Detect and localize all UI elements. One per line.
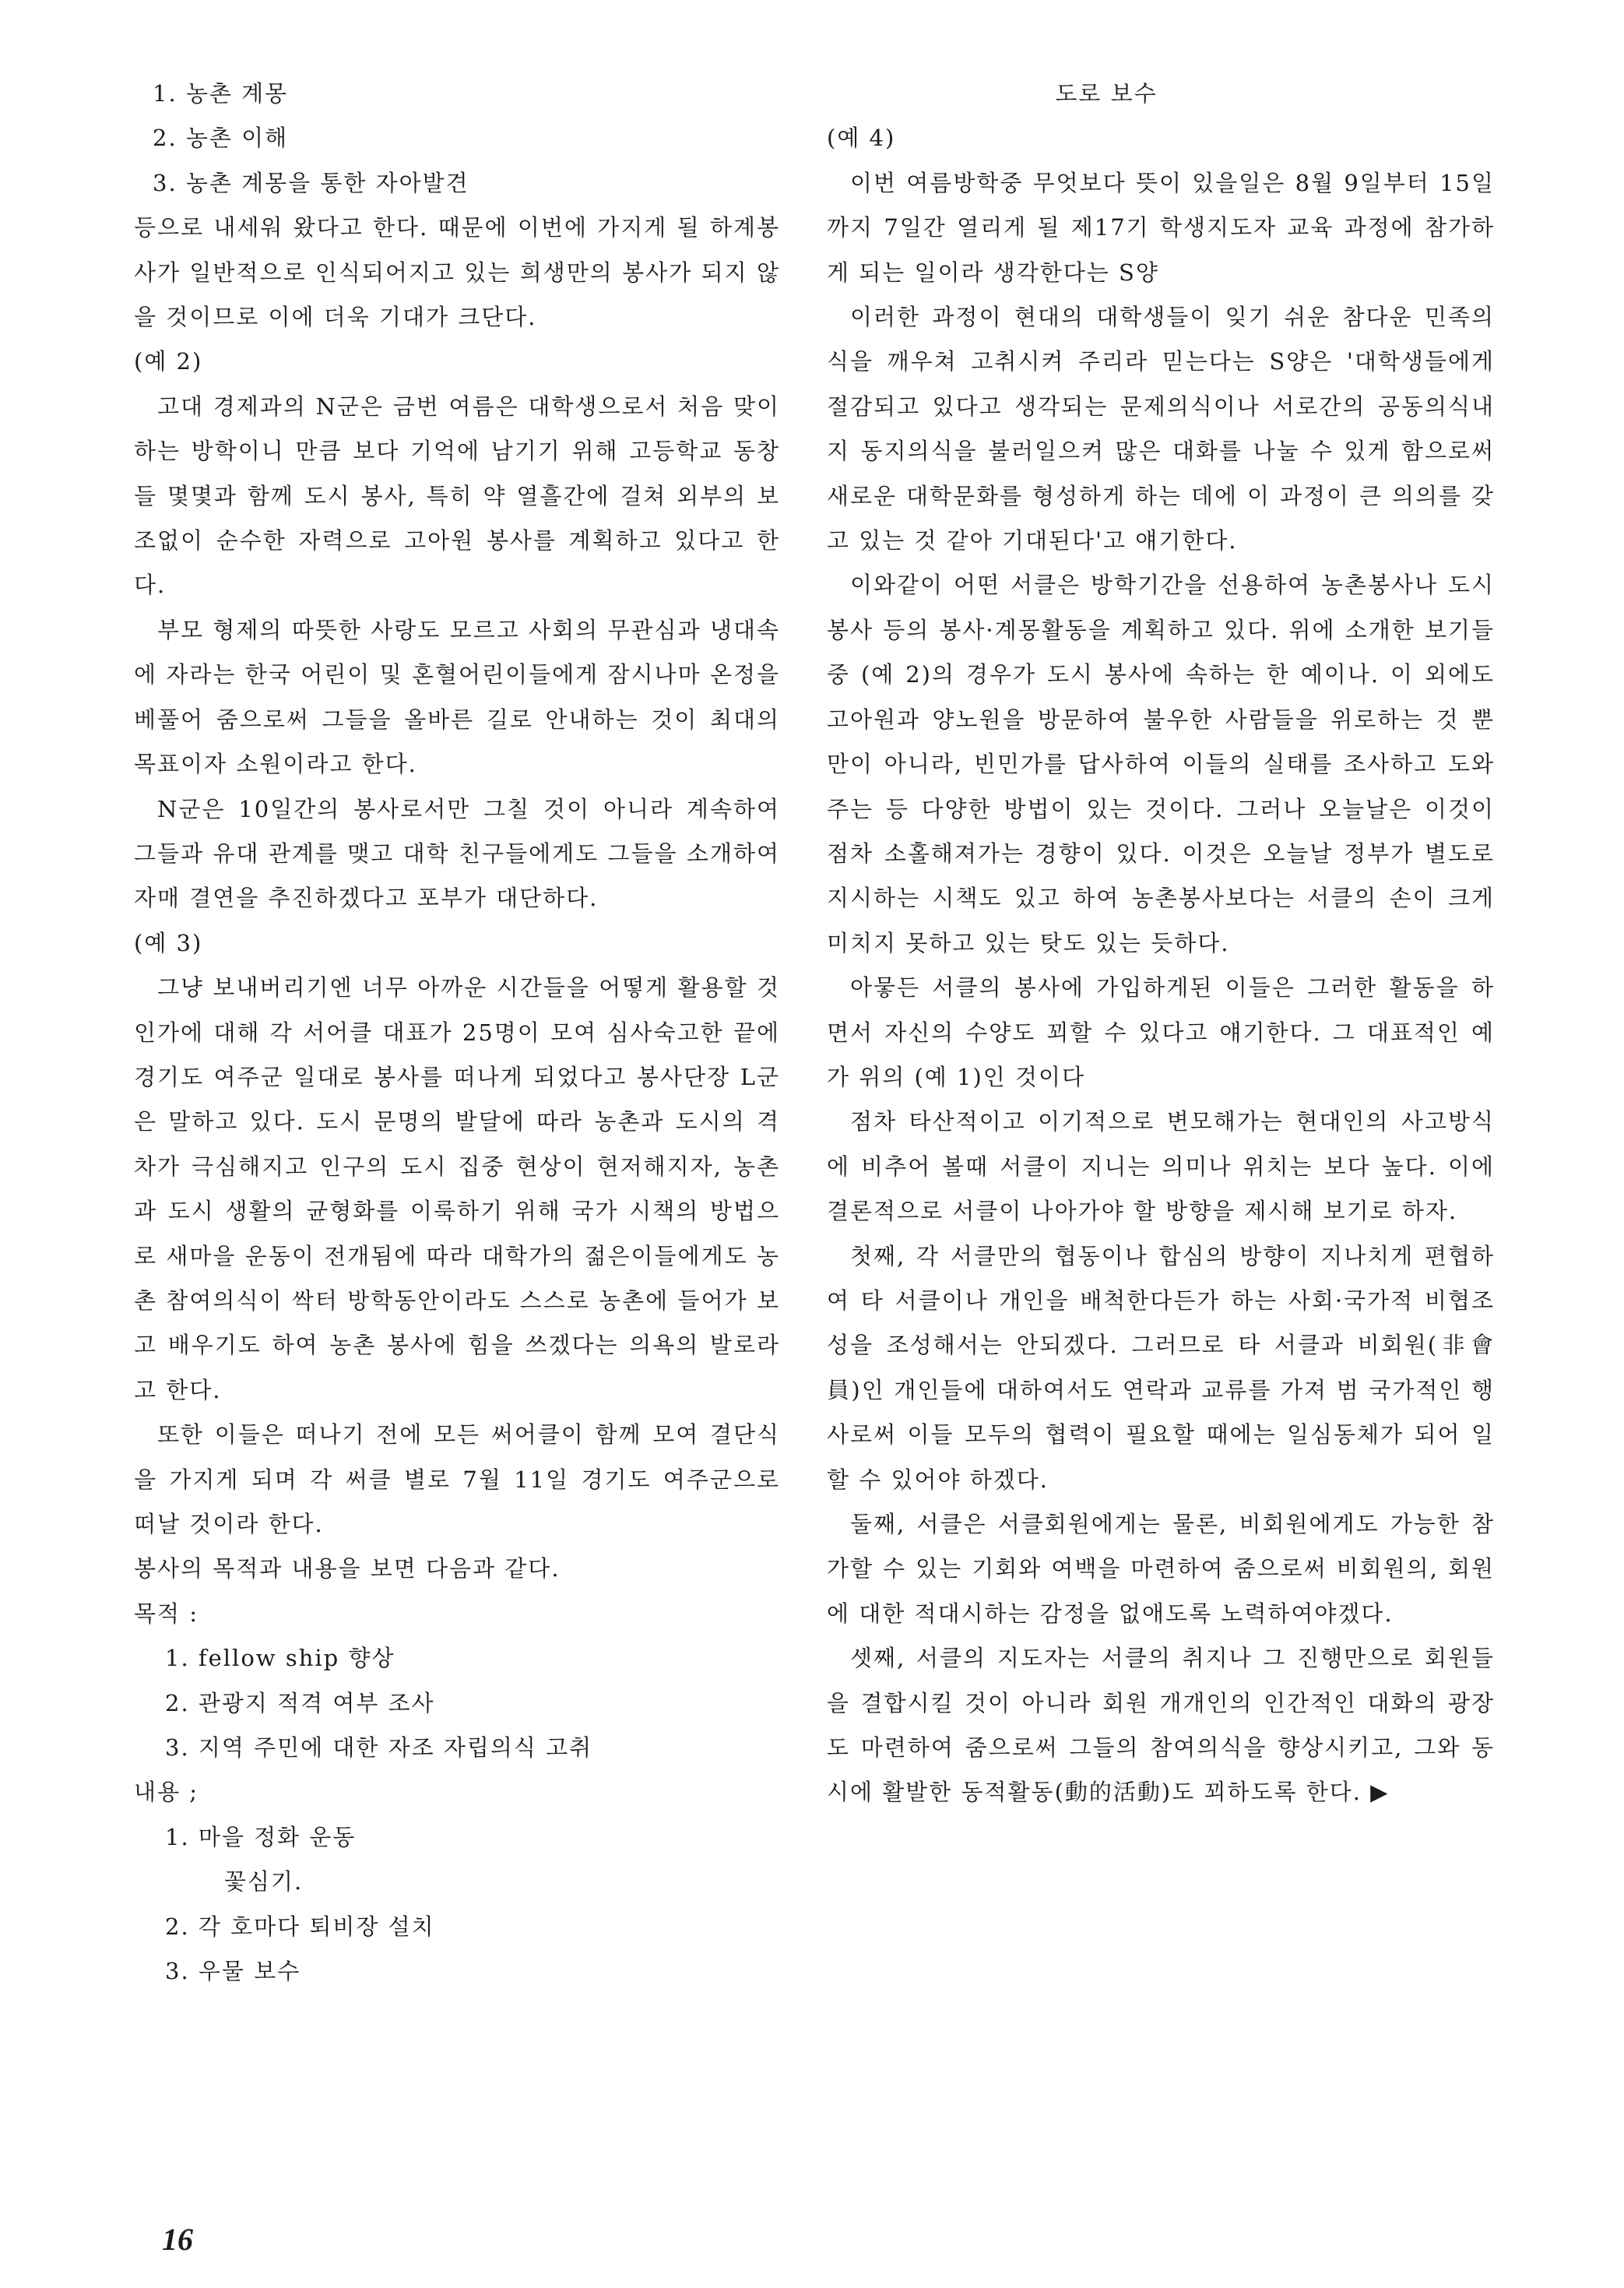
goal-item-1: 1. 농촌 계몽 <box>153 80 289 107</box>
paragraph: 아뭏든 서클의 봉사에 가입하게된 이들은 그러한 활동을 하면서 자신의 수양도 꾀할 수 있다고 얘기한다. 그 대표적인 예가 위의 (예 1)인 것이다 <box>827 974 1495 1090</box>
paragraph: 이번 여름방학중 무엇보다 뜻이 있을일은 8월 9일부터 15일까지 7일간 열리게 될 제17기 학생지도자 교육 과정에 참가하게 되는 일이라 생각한다는 S양 <box>827 169 1495 286</box>
content-item: 2. 각 호마다 퇴비장 설치 <box>165 1913 435 1940</box>
paragraph: 등으로 내세워 왔다고 한다. 때문에 이번에 가지게 될 하계봉사가 일반적으로 인식되어지고 있는 희생만의 봉사가 되지 않을 것이므로 이에 더욱 기대가 크단다. <box>134 214 780 331</box>
paragraph: 고대 경제과의 N군은 금번 여름은 대학생으로서 처음 맞이하는 방학이니 만큼 보다 기억에 남기기 위해 고등학교 동창들 몇몇과 함께 도시 봉사, 특히 약 열흘간에 걸쳐 외부의 보조없이 순수한 자력으로 고아원 봉사를 계획하고 있다고 한다. <box>134 392 780 599</box>
purpose-label: 목적 : <box>134 1600 199 1627</box>
paragraph: 이와같이 어떤 서클은 방학기간을 선용하여 농촌봉사나 도시봉사 등의 봉사·계몽활동을 계획하고 있다. 위에 소개한 보기들 중 (예 2)의 경우가 도시 봉사에 속하는 한 예이나. 이 외에도 고아원과 양노원을 방문하여 불우한 사람들을 위로하는 것 뿐만이 아니라, 빈민가를 답사하여 이들의 실태를 조사하고 도와주는 등 다양한 방법이 있는 것이다. 그러나 오늘날은 이것이 점차 소홀해져가는 경향이 있다. 이것은 오늘날 정부가 별도로 지시하는 시책도 있고 하여 농촌봉사보다는 서클의 손이 크게 미치지 못하고 있는 탓도 있는 듯하다. <box>827 572 1495 956</box>
paragraph: 또한 이들은 떠나기 전에 모든 써어클이 함께 모여 결단식을 가지게 되며 각 써클 별로 7월 11일 경기도 여주군으로 떠날 것이라 한다. <box>134 1421 780 1537</box>
purpose-item: 2. 관광지 적격 여부 조사 <box>165 1689 435 1716</box>
paragraph: 둘째, 서클은 서클회원에게는 물론, 비회원에게도 가능한 참가할 수 있는 기회와 여백을 마련하여 줌으로써 비회원의, 회원에 대한 적대시하는 감정을 없애도록 노력하여야겠다. <box>827 1511 1495 1627</box>
goal-item-3: 3. 농촌 계몽을 통한 자아발견 <box>153 169 469 196</box>
goal-item-2: 2. 농촌 이해 <box>153 125 289 152</box>
paragraph: 부모 형제의 따뜻한 사랑도 모르고 사회의 무관심과 냉대속에 자라는 한국 어린이 및 혼혈어린이들에게 잠시나마 온정을 베풀어 줌으로써 그들을 올바른 길로 안내하는 것이 최대의 목표이자 소원이라고 한다. <box>134 616 780 778</box>
paragraph: 셋째, 서클의 지도자는 서클의 취지나 그 진행만으로 회원들을 결합시킬 것이 아니라 회원 개개인의 인간적인 대화의 광장도 마련하여 줌으로써 그들의 참여의식을 향상시키고, 그와 동시에 활발한 동적활동(動的活動)도 꾀하도록 한다. ▶ <box>827 1645 1495 1806</box>
paragraph: 그냥 보내버리기엔 너무 아까운 시간들을 어떻게 활용할 것인가에 대해 각 서어클 대표가 25명이 모여 심사숙고한 끝에 경기도 여주군 일대로 봉사를 떠나게 되었다고 봉사단장 L군은 말하고 있다. 도시 문명의 발달에 따라 농촌과 도시의 격차가 극심해지고 인구의 도시 집중 현상이 현저해지자, 농촌과 도시 생활의 균형화를 이룩하기 위해 국가 시책의 방법으로 새마을 운동이 전개됨에 따라 대학가의 젊은이들에게도 농촌 참여의식이 싹터 방학동안이라도 스스로 농촌에 들어가 보고 배우기도 하여 농촌 봉사에 힘을 쓰겠다는 의욕의 발로라고 한다. <box>134 974 780 1403</box>
left-column <box>134 72 780 1994</box>
content-label: 내용 ; <box>134 1779 199 1806</box>
right-column <box>827 72 1495 1815</box>
paragraph: 첫째, 각 서클만의 협동이나 합심의 방향이 지나치게 편협하여 타 서클이나 개인을 배척한다든가 하는 사회·국가적 비협조성을 조성해서는 안되겠다. 그러므로 타 서클과 비회원(非會員)인 개인들에 대하여서도 연락과 교류를 가져 범 국가적인 행사로써 이들 모두의 협력이 필요할 때에는 일심동체가 되어 일할 수 있어야 하겠다. <box>827 1242 1495 1493</box>
paragraph: 봉사의 목적과 내용을 보면 다음과 같다. <box>134 1555 561 1582</box>
paragraph: N군은 10일간의 봉사로서만 그칠 것이 아니라 계속하여 그들과 유대 관계를 맺고 대학 친구들에게도 그들을 소개하여 자매 결연을 추진하겠다고 포부가 대단하다. <box>134 795 780 912</box>
example-label: (예 3) <box>134 929 203 956</box>
paragraph: 이러한 과정이 현대의 대학생들이 잊기 쉬운 참다운 민족의식을 깨우쳐 고취시켜 주리라 믿는다는 S양은 '대학생들에게 절감되고 있다고 생각되는 문제의식이나 서로간의 공동의식내지 동지의식을 불러일으켜 많은 대화를 나눌 수 있게 함으로써 새로운 대학문화를 형성하게 하는 데에 이 과정이 큰 의의를 갖고 있는 것 같아 기대된다'고 얘기한다. <box>827 304 1495 554</box>
content-item: 1. 마을 정화 운동 <box>165 1823 357 1850</box>
content-item: 도로 보수 <box>1055 80 1158 107</box>
content-subitem: 꽃심기. <box>224 1868 304 1896</box>
content-item: 3. 우물 보수 <box>165 1958 301 1985</box>
example-label: (예 2) <box>134 348 203 375</box>
paragraph: 점차 타산적이고 이기적으로 변모해가는 현대인의 사고방식에 비추어 볼때 서클이 지니는 의미나 위치는 보다 높다. 이에 결론적으로 서클이 나아가야 할 방향을 제시해 보기로 하자. <box>827 1108 1495 1225</box>
page-number: 16 <box>162 2222 193 2257</box>
purpose-item: 1. fellow ship 향상 <box>165 1645 395 1672</box>
example-label: (예 4) <box>827 125 896 152</box>
purpose-item: 3. 지역 주민에 대한 자조 자립의식 고취 <box>165 1734 593 1762</box>
